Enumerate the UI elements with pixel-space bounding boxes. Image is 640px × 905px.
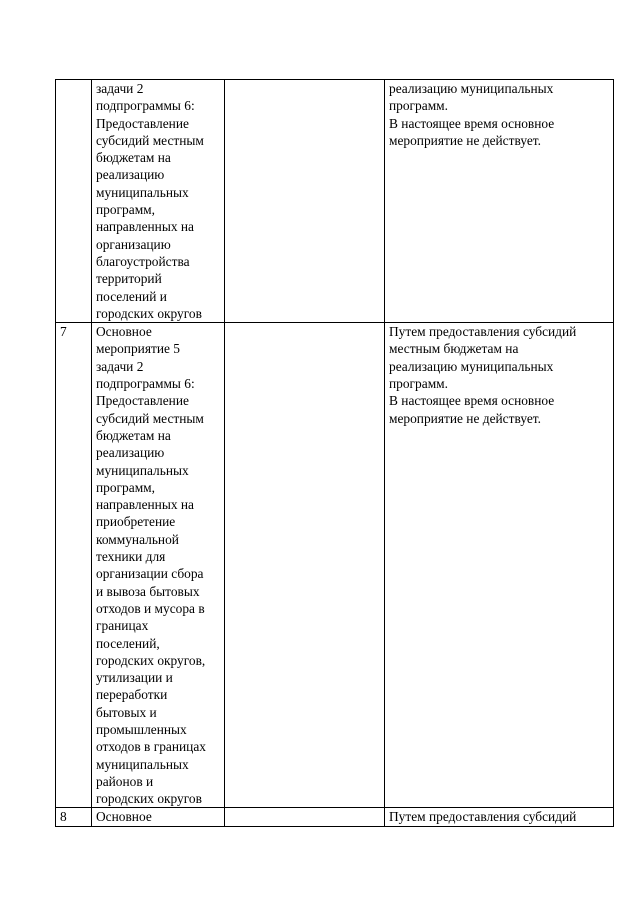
activities-table: [55, 79, 614, 827]
table-row: [56, 323, 614, 808]
empty-cell: [225, 80, 385, 323]
implementation-description-cell: Путем предоставления субсидий: [385, 808, 614, 826]
table-row: [56, 808, 614, 826]
activity-name-cell: Основное мероприятие 5 задачи 2 подпрограммы 6: Предоставление субсидий местным бюджетам на реализацию муниципальных программ, направленных на приобретение коммунальной техники для организации сбора и вывоза бытовых отходов и мусора в границах поселений, городских округов, утилизации и переработки бытовых и промышленных отходов в границах муниципальных районов и городских округов: [92, 323, 225, 808]
activity-name-cell: Основное: [92, 808, 225, 826]
row-number-cell: 7: [56, 323, 92, 808]
row-number-cell: [56, 80, 92, 323]
table-row: [56, 80, 614, 323]
implementation-description-cell: Путем предоставления субсидий местным бюджетам на реализацию муниципальных программ. В настоящее время основное мероприятие не действует.: [385, 323, 614, 808]
empty-cell: [225, 323, 385, 808]
empty-cell: [225, 808, 385, 826]
activity-name-cell: задачи 2 подпрограммы 6: Предоставление субсидий местным бюджетам на реализацию муниципальных программ, направленных на организацию благоустройства территорий поселений и городских округов: [92, 80, 225, 323]
implementation-description-cell: реализацию муниципальных программ. В настоящее время основное мероприятие не действует.: [385, 80, 614, 323]
row-number-cell: 8: [56, 808, 92, 826]
